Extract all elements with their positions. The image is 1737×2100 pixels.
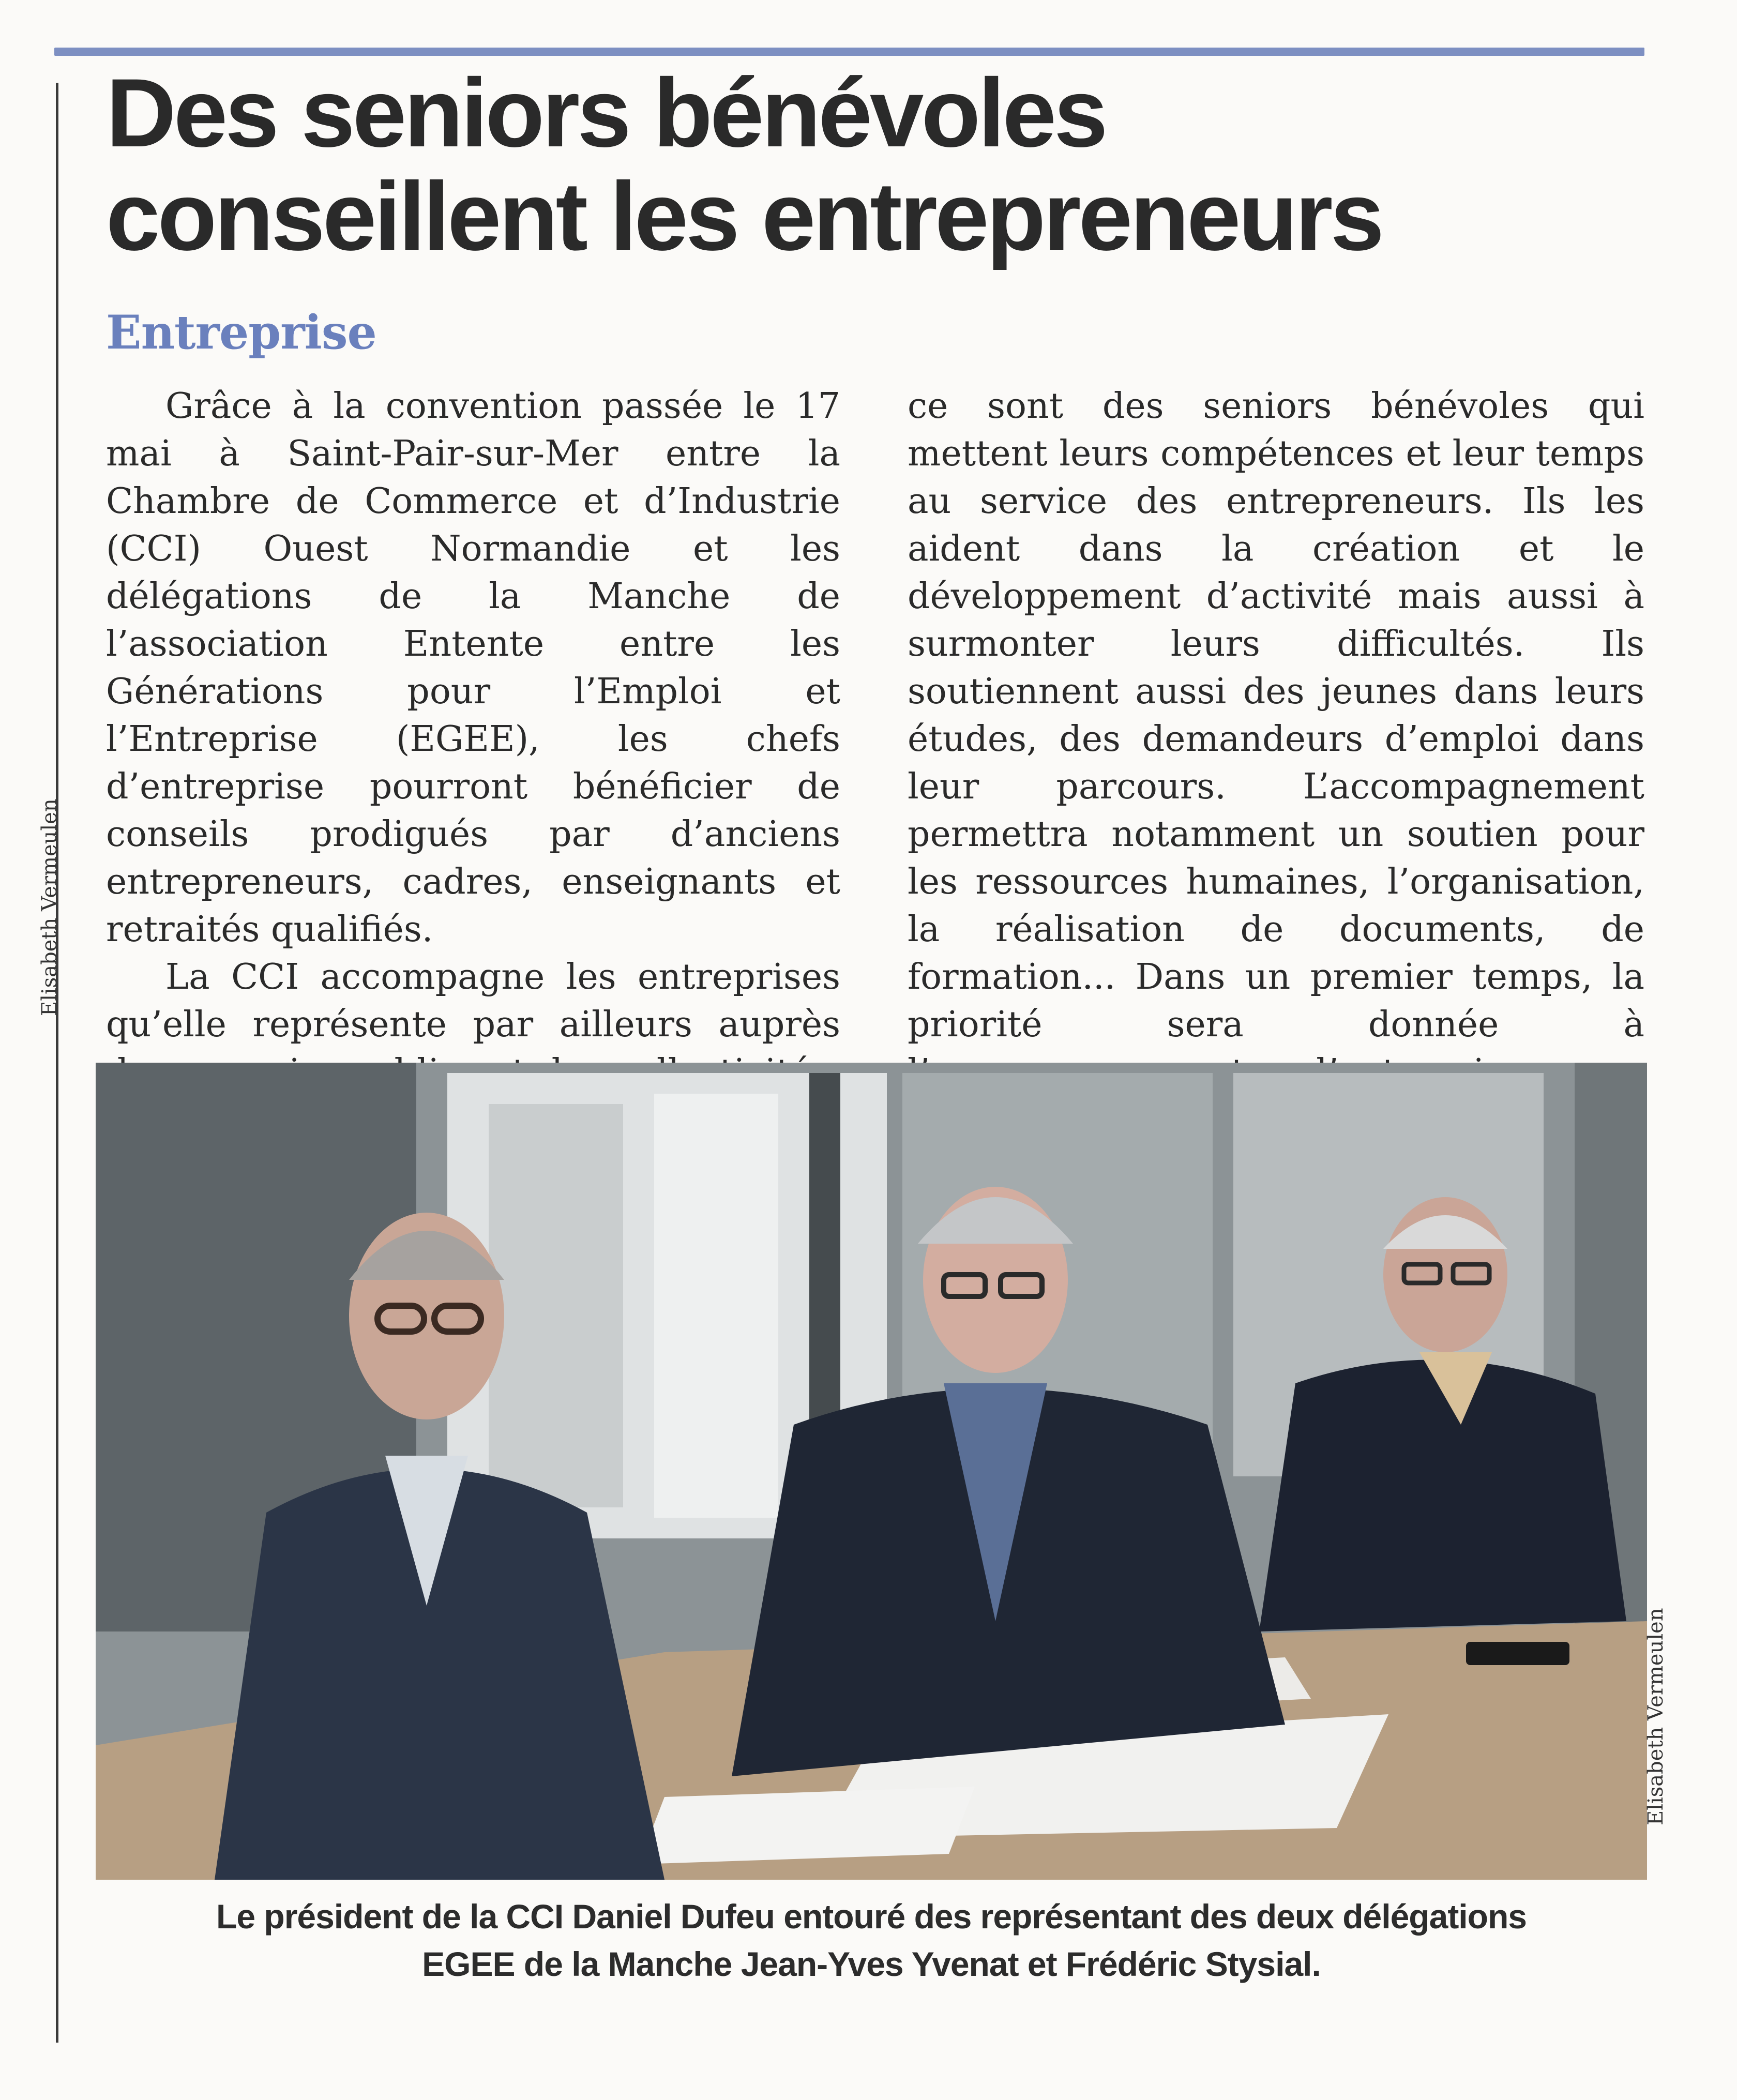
headline-line-2: conseillent les entrepreneurs [106, 162, 1382, 270]
paragraph-2: La CCI accompagne les entreprises qu’elle représente par ailleurs auprès [106, 957, 840, 1045]
left-column-rule [56, 83, 58, 2043]
paragraph-3: ce sont des seniors bénévoles qui mettent leurs compétences et leur temps au service des entrepreneurs. Ils les aident dans la création et le développement d’activité mais aussi à surmonter leurs difficultés. Ils soutiennent aussi des jeunes dans leurs études, des demandeurs d’emploi dans leur parcours. L’accompagnement permettra notamment un soutien pour les ressources humaines, l’organisation, la réalisation de documents, de formation... Dans un premier temps, la priorité sera donnée à [908, 386, 1644, 1045]
caption-line-2: EGEE de la Manche Jean-Yves Yvenat et Frédéric Stysial. [422, 1945, 1321, 1983]
photo-caption [96, 1893, 1647, 1988]
article-column-1 [106, 383, 840, 1144]
top-rule [54, 48, 1644, 56]
headline [106, 58, 1606, 270]
article-column-2 [908, 383, 1644, 1144]
rubric-label: Entreprise [106, 305, 376, 360]
headline-line-1: Des seniors bénévoles [106, 58, 1106, 167]
caption-line-1: Le président de la CCI Daniel Dufeu entouré des représentant des deux délégations [216, 1897, 1527, 1936]
article-photo [96, 1063, 1647, 1880]
photo-illustration [96, 1063, 1647, 1880]
photo-credit: Elisabeth Vermeulen [1644, 1608, 1668, 1826]
paragraph-1: Grâce à la convention passée le 17 mai à Saint-Pair-sur-Mer entre la Chambre de Commerce et d’Industrie (CCI) Ouest Normandie et les délégations de la Manche de l’association Entente entre les Générations pour l’Emploi et l’Entreprise (EGEE), les chefs d’entreprise pourront bénéficier de conseils prodigués par d’anciens entrepreneurs, cadres, enseignants et retraités qualifiés. [106, 386, 840, 950]
side-photo-credit: Elisabeth Vermeulen [38, 798, 62, 1017]
